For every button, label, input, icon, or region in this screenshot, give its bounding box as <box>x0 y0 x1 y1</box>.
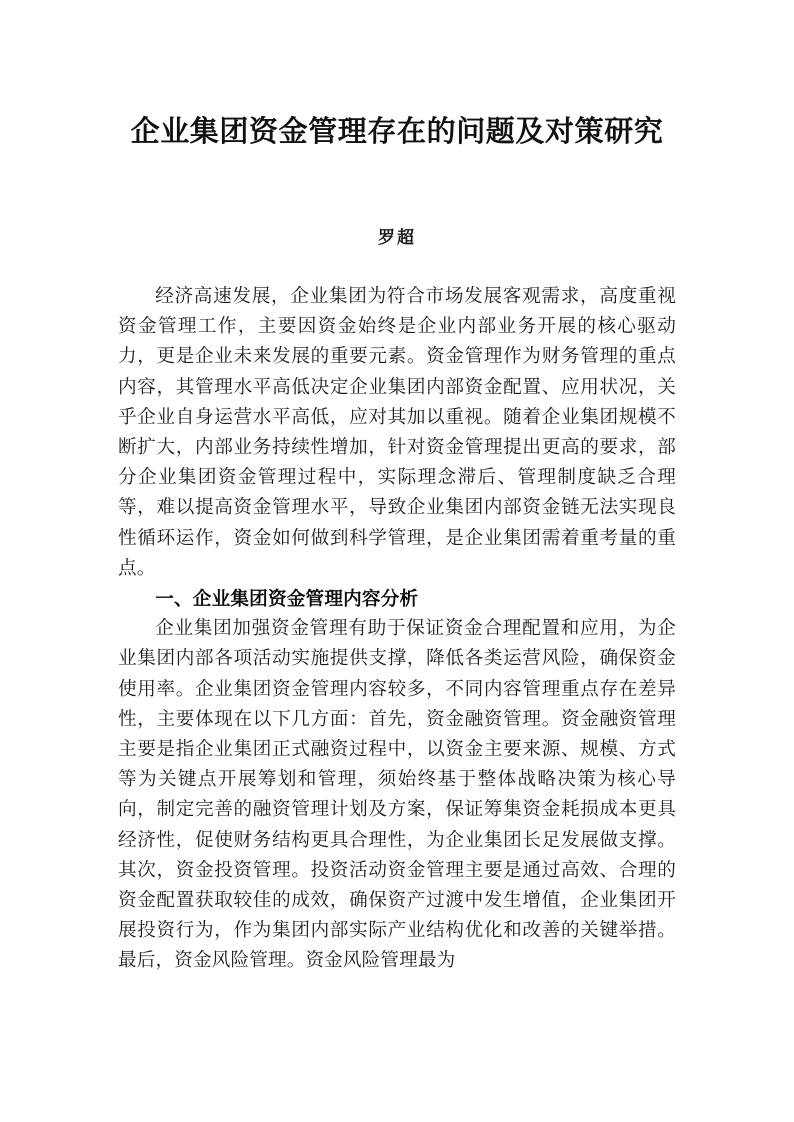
page-title: 企业集团资金管理存在的问题及对策研究 <box>130 116 664 148</box>
page-content-column <box>118 0 676 977</box>
article-body <box>118 250 676 977</box>
section-heading-1: 一、企业集团资金管理内容分析 <box>155 588 419 610</box>
author-name: 罗超 <box>378 228 416 247</box>
paragraph-intro: 经济高速发展，企业集团为符合市场发展客观需求，高度重视资金管理工作，主要因资金始终是企业内部业务开展的核心驱动力，更是企业未来发展的重要元素。资金管理作为财务管理的重点内容，其管理水平高低决定企业集团内部资金配置、应用状况，关乎企业自身运营水平高低，应对其加以重视。随着企业集团规模不断扩大，内部业务持续性增加，针对资金管理提出更高的要求，部分企业集团资金管理过程中，实际理念滞后、管理制度缺乏合理等，难以提高资金管理水平，导致企业集团内部资金链无法实现良性循环运作，资金如何做到科学管理，是企业集团需着重考量的重点。 <box>118 286 676 579</box>
paragraph-section-1-body: 企业集团加强资金管理有助于保证资金合理配置和应用，为企业集团内部各项活动实施提供支撑，降低各类运营风险，确保资金使用率。企业集团资金管理内容较多，不同内容管理重点存在差异性，主要体现在以下几方面：首先，资金融资管理。资金融资管理主要是指企业集团正式融资过程中，以资金主要来源、规模、方式等为关键点开展筹划和管理，须始终基于整体战略决策为核心导向，制定完善的融资管理计划及方案，保证筹集资金耗损成本更具经济性，促使财务结构更具合理性，为企业集团长足发展做支撑。其次，资金投资管理。投资活动资金管理主要是通过高效、合理的资金配置获取较佳的成效，确保资产过渡中发生增值，企业集团开展投资行为，作为集团内部实际产业结构优化和改善的关键举措。最后，资金风险管理。资金风险管理最为 <box>118 618 676 972</box>
